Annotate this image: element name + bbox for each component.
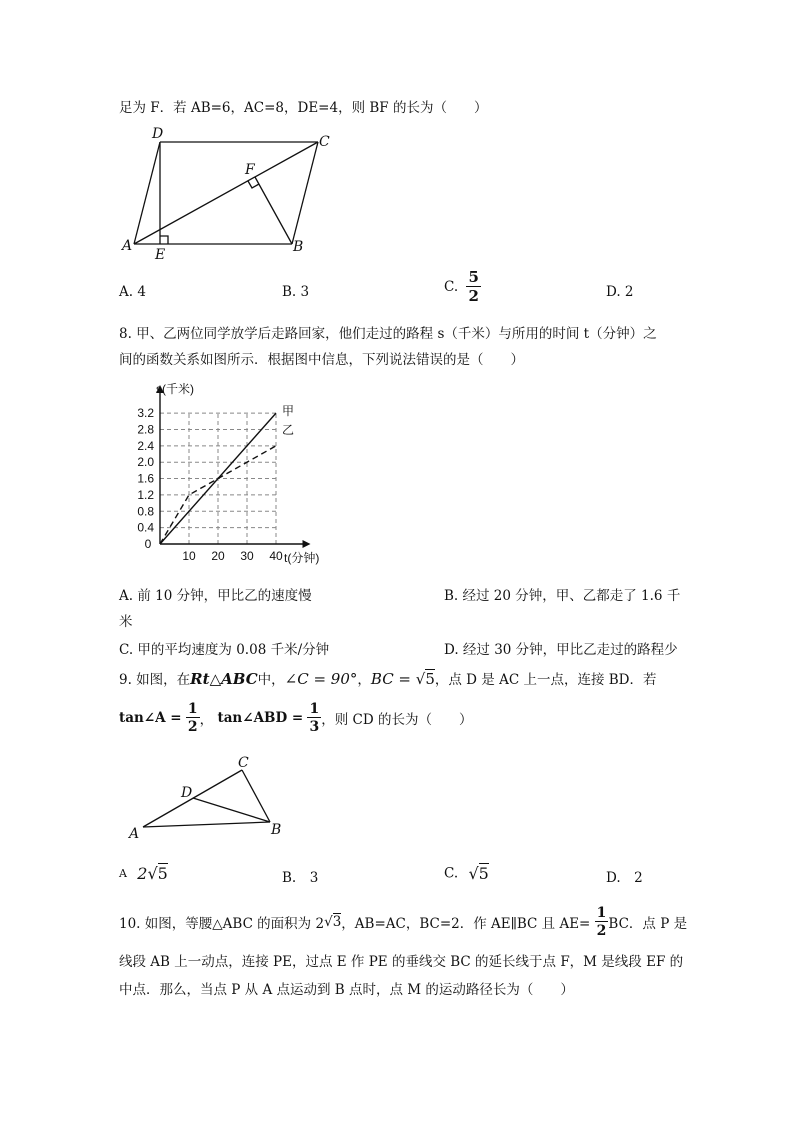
- segment-bf: [255, 177, 292, 244]
- q9-option-c-radicand: 5: [478, 864, 489, 883]
- q9-option-a[interactable]: [119, 864, 168, 883]
- sqrt-icon: √: [415, 670, 426, 688]
- q9-option-a-coef: 2: [137, 864, 148, 883]
- q10-text-c: BC．点 P 是: [608, 916, 688, 932]
- q9-option-a-radicand: 5: [157, 864, 168, 883]
- q9-option-a-label: A: [119, 867, 127, 880]
- q9-option-b[interactable]: B. 3: [282, 870, 319, 886]
- sqrt-icon: √: [468, 864, 479, 883]
- right-angle-e: [160, 236, 168, 244]
- q9-option-d[interactable]: D. 2: [606, 870, 643, 886]
- label-b: B: [271, 822, 282, 838]
- q9-stem-line2: tan∠A = $\frac{1}{2}$ ， tan∠ABD = $\frac{1}{3}$ ，则 CD 的长为（ ）: [119, 701, 473, 735]
- sqrt-icon: √: [324, 914, 333, 930]
- y-tick-label: 1.6: [137, 471, 154, 486]
- q9-figure: [125, 756, 295, 841]
- q10-stem-line2: 线段 AB 上一动点，连接 PE，过点 E 作 PE 的垂线交 BC 的延长线于点 F，M 是线段 EF 的: [119, 954, 684, 970]
- fraction-denominator: 2: [468, 287, 479, 305]
- label-e: E: [155, 247, 166, 263]
- label-b: B: [293, 239, 304, 255]
- q9-stem-line1: [119, 668, 657, 688]
- q8-option-a[interactable]: A. 前 10 分钟，甲比乙的速度慢: [119, 588, 312, 604]
- y-tick-label: 0.4: [137, 520, 154, 535]
- q10-stem-line1: [119, 906, 687, 938]
- q9-angle-c: ∠C = 90°: [284, 670, 358, 688]
- x-axis-arrow-icon: [303, 540, 311, 548]
- q7-figure: [118, 126, 338, 266]
- origin-label: 0: [144, 537, 152, 551]
- side-da: [134, 142, 160, 244]
- q9-suffix: ，点 D 是 AC 上一点，连接 BD．若: [434, 672, 657, 688]
- q9-bc: BC =: [370, 670, 416, 688]
- sqrt-icon: √: [147, 864, 158, 883]
- q7-option-b[interactable]: B. 3: [282, 284, 310, 300]
- q9-radicand: 5: [425, 670, 435, 688]
- fraction-numerator: 1: [596, 905, 607, 921]
- q8-stem-line2: 间的函数关系如图所示．根据图中信息，下列说法错误的是（ ）: [119, 352, 524, 368]
- q7-option-c-label: C.: [444, 279, 459, 295]
- q8-chart: [118, 380, 348, 570]
- q8-option-b-continued[interactable]: 米: [119, 614, 133, 630]
- q7-option-d[interactable]: D. 2: [606, 284, 634, 300]
- side-cb: [292, 142, 318, 244]
- q9-tan-a-fraction: [186, 702, 200, 734]
- label-d: D: [181, 785, 193, 801]
- q9-tan-a: tan∠A =: [119, 710, 182, 726]
- label-d: D: [152, 126, 164, 142]
- q7-stem: 足为 F．若 AB=6，AC=8，DE=4，则 BF 的长为（ ）: [119, 100, 488, 116]
- side-ab: [143, 822, 270, 827]
- fraction-denominator: 2: [596, 923, 607, 939]
- fraction-numerator: 1: [309, 701, 320, 717]
- label-a: A: [122, 238, 133, 254]
- q9-tan-abd: tan∠ABD =: [217, 710, 304, 726]
- q10-radicand: 3: [332, 914, 342, 930]
- q9-option-c-label: C.: [444, 865, 459, 882]
- label-c: C: [238, 755, 249, 771]
- x-tick-label: 40: [269, 549, 283, 563]
- y-axis-label: s(千米): [156, 381, 194, 396]
- q7-option-c[interactable]: [444, 270, 481, 304]
- q10-stem-line3: 中点．那么，当点 P 从 A 点运动到 B 点时，点 M 的运动路径长为（ ）: [119, 982, 574, 998]
- y-tick-label: 2.0: [137, 455, 154, 470]
- q9-line2-suffix: ，则 CD 的长为（ ）: [321, 712, 473, 728]
- fraction-numerator: 1: [187, 701, 198, 717]
- q9-text: 中，: [257, 672, 285, 688]
- series-label-jia: 甲: [282, 404, 295, 419]
- q9-option-c[interactable]: [444, 864, 489, 883]
- diagonal-ac: [134, 142, 318, 244]
- x-axis-label: t(分钟): [284, 551, 320, 565]
- y-tick-label: 2.8: [137, 422, 154, 437]
- q9-tan-abd-fraction: [307, 702, 321, 734]
- x-tick-label: 30: [240, 549, 254, 563]
- fraction-denominator: 2: [187, 719, 198, 735]
- side-ac: [143, 770, 242, 827]
- q9-comma: ，: [357, 672, 371, 688]
- label-f: F: [245, 162, 255, 178]
- q7-option-c-fraction: [466, 270, 480, 304]
- q9-triangle-name: Rt△ABC: [190, 670, 258, 688]
- label-c: C: [319, 134, 330, 150]
- q10-text-b: ，AB=AC，BC=2．作 AE∥BC 且 AE=: [341, 916, 591, 932]
- q9-prefix: 9. 如图，在: [119, 672, 191, 688]
- label-a: A: [129, 826, 140, 842]
- q8-stem-line1: 8. 甲、乙两位同学放学后走路回家，他们走过的路程 s（千米）与所用的时间 t（分钟）之: [119, 326, 657, 342]
- fraction-denominator: 3: [309, 719, 320, 735]
- y-tick-label: 0.8: [137, 504, 154, 519]
- fraction-numerator: 5: [468, 268, 479, 286]
- q8-option-c[interactable]: C. 甲的平均速度为 0.08 千米/分钟: [119, 642, 330, 658]
- x-tick-label: 10: [182, 549, 196, 563]
- series-label-yi: 乙: [282, 422, 295, 437]
- q8-option-d[interactable]: D. 经过 30 分钟，甲比乙走过的路程少: [444, 642, 678, 658]
- y-tick-label: 1.2: [137, 487, 154, 502]
- q7-option-a[interactable]: A. 4: [119, 284, 146, 300]
- q10-fraction: [595, 906, 609, 938]
- q8-option-b[interactable]: B. 经过 20 分钟，甲、乙都走了 1.6 千: [444, 588, 681, 604]
- q10-text-a: 10. 如图，等腰△ABC 的面积为 2: [119, 916, 325, 932]
- y-tick-label: 2.4: [137, 438, 154, 453]
- x-tick-label: 20: [211, 549, 225, 563]
- y-tick-label: 3.2: [137, 406, 154, 421]
